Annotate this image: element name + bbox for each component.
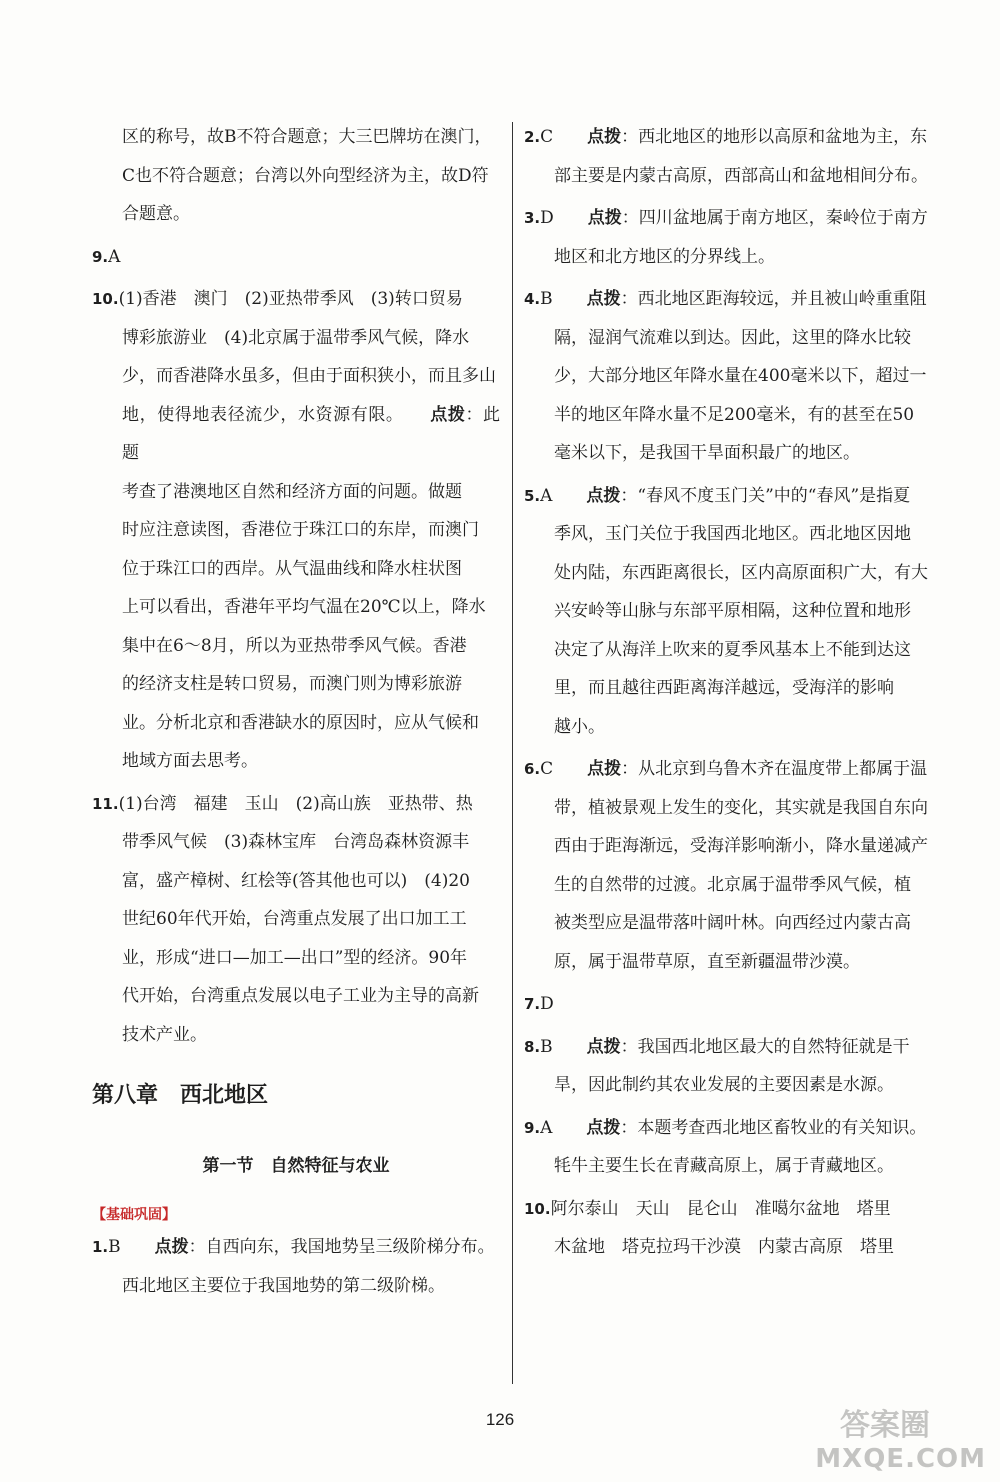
answer-item (524, 985, 936, 1024)
answer-letter: D (540, 208, 554, 228)
answer-item (524, 118, 936, 195)
hint-label: 点拨 (586, 1117, 621, 1138)
answer-item (524, 280, 936, 473)
hint-label: 点拨 (586, 289, 621, 309)
answer-line: 越小。 (554, 716, 605, 737)
hint-label: 点拨 (154, 1237, 189, 1257)
answer-letter: B (540, 289, 553, 309)
column-divider (512, 122, 513, 1384)
hint-label: 点拨 (586, 1036, 621, 1057)
hint-label: 点拨 (587, 208, 622, 228)
question-number: 9. (524, 1118, 541, 1137)
answer-line: 毫米以下，是我国干旱面积最广的地区。 (554, 443, 860, 463)
answer-line: 牦牛主要生长在青藏高原上，属于青藏地区。 (554, 1156, 894, 1176)
left-column (92, 118, 500, 1305)
answer-letter: B (540, 1036, 553, 1057)
question-number: 8. (524, 1037, 541, 1056)
answer-letter: C (540, 127, 554, 147)
answer-line: 兴安岭等山脉与东部平原相隔，这种位置和地形 (554, 601, 911, 621)
answer-text: ：我国西北地区最大的自然特征就是干 (620, 1036, 910, 1057)
answer-line: 少，大部分地区年降水量在400毫米以下，超过一 (554, 366, 927, 386)
question-number: 10. (92, 290, 119, 308)
answer-line: 生的自然带的过渡。北京属于温带季风气候，植 (554, 874, 911, 895)
answer-text: ：四川盆地属于南方地区，秦岭位于南方 (621, 208, 928, 228)
answer-item (524, 1109, 936, 1186)
answer-letter: C (540, 759, 554, 779)
hint-label: 点拨 (586, 485, 621, 506)
section-tag: 【基础巩固】 (92, 1207, 176, 1223)
answer-item (524, 199, 936, 276)
continued-line: 区的称号，故B不符合题意；大三巴牌坊在澳门， (122, 127, 492, 147)
answer-text: ：本题考查西北地区畜牧业的有关知识。 (620, 1117, 927, 1138)
answer-letter: A (540, 485, 553, 506)
question-number: 2. (524, 128, 541, 146)
hint-label: 点拨 (587, 759, 622, 779)
answer-line: 被类型应是温带落叶阔叶林。向西经过内蒙古高 (554, 913, 911, 933)
answer-item (524, 1190, 936, 1267)
hint-label: 点拨 (587, 127, 622, 147)
answer-line: 处内陆，东西距离很长，区内高原面积广大，有大 (554, 562, 928, 583)
answer-text: 阿尔泰山 天山 昆仑山 准噶尔盆地 塔里 (550, 1198, 891, 1219)
answer-letter: A (540, 1117, 553, 1138)
page-number: 126 (485, 1410, 515, 1429)
answer-text: ：西北地区的地形以高原和盆地为主，东 (621, 127, 928, 147)
continued-line: 合题意。 (122, 204, 190, 224)
answer-9: 9.A (92, 246, 121, 267)
answer-item (524, 750, 936, 981)
answer-item (524, 477, 936, 747)
question-number: 10. (524, 1199, 551, 1218)
question-number: 4. (524, 290, 541, 308)
answer-line: 原，属于温带草原，直至新疆温带沙漠。 (554, 951, 860, 972)
answer-10: 10.(1)香港 澳门 (2)亚热带季风 (3)转口贸易 博彩旅游业 (4)北京属于温带季风气候，降水 少，而香港降水虽多，但由于面积狭小，而且多山 地，使得地表径流少，水资源有限。 点拨：此题 考查了港澳地区自然和经济方面的问题。做题 时应注意读图，香港位于珠江口的东岸，而澳门 位于珠江口的西岸。从气温曲线和降水柱状图 上可以看出，香港年平均气温在20℃以上，降水 集中在6～8月，所以为亚热带季风气候。香港 的经济支柱是转口贸易，而澳门则为博彩旅游 业。分析北京和香港缺水的原因时，应从气候和 地域方面去思考。 (92, 289, 501, 771)
question-number: 5. (524, 486, 541, 505)
watermark-logo: 答案圈 MXQE.COM (815, 1408, 986, 1474)
answer-line: 地区和北方地区的分界线上。 (554, 246, 775, 267)
chapter-heading: 第八章 西北地区 (92, 1083, 269, 1108)
section-heading: 第一节 自然特征与农业 (202, 1156, 390, 1176)
answer-letter: D (540, 994, 554, 1014)
answer-1: 1.B 点拨：自西向东，我国地势呈三级阶梯分布。 西北地区主要位于我国地势的第二级阶梯。 (92, 1237, 495, 1296)
question-number: 7. (524, 995, 541, 1013)
answer-line: 带，植被景观上发生的变化，其实就是我国自东向 (554, 797, 928, 818)
answer-line: 西由于距海渐远，受海洋影响渐小，降水量递减产 (554, 836, 928, 856)
answer-11: 11.(1)台湾 福建 玉山 (2)高山族 亚热带、热 带季风气候 (3)森林宝库 台湾岛森林资源丰 富，盛产樟树、红桧等(答其他也可以) (4)20 世纪60年代开始，台湾重点发展了出口加工工 业，形成“进口—加工—出口”型的经济。90年 代开始，台湾重点发展以电子工业为主导的高新 技术产业。 (92, 793, 479, 1045)
question-number: 11. (92, 794, 119, 813)
answer-line: 木盆地 塔克拉玛干沙漠 内蒙古高原 塔里 (554, 1237, 894, 1257)
answer-line: 旱，因此制约其农业发展的主要因素是水源。 (554, 1075, 894, 1095)
question-number: 3. (524, 209, 541, 227)
continued-line: C也不符合题意；台湾以外向型经济为主，故D符 (122, 165, 489, 186)
answer-text: ：“春风不度玉门关”中的“春风”是指夏 (620, 485, 911, 506)
hint-label: 点拨 (430, 404, 466, 425)
answer-text: ：从北京到乌鲁木齐在温度带上都属于温 (621, 759, 928, 779)
right-column (524, 118, 936, 1267)
answer-text: ：西北地区距海较远，并且被山岭重重阻 (620, 289, 927, 309)
answer-line: 决定了从海洋上吹来的夏季风基本上不能到达这 (554, 639, 911, 660)
answer-line: 里，而且越往西距离海洋越远，受海洋的影响 (554, 678, 894, 698)
answer-line: 部主要是内蒙古高原，西部高山和盆地相间分布。 (554, 165, 928, 186)
answer-line: 季风，玉门关位于我国西北地区。西北地区因地 (554, 524, 911, 544)
answer-line: 隔，湿润气流难以到达。因此，这里的降水比较 (554, 327, 911, 348)
question-number: 6. (524, 760, 541, 778)
answer-item (524, 1028, 936, 1105)
answer-line: 半的地区年降水量不足200毫米，有的甚至在50 (554, 404, 915, 425)
